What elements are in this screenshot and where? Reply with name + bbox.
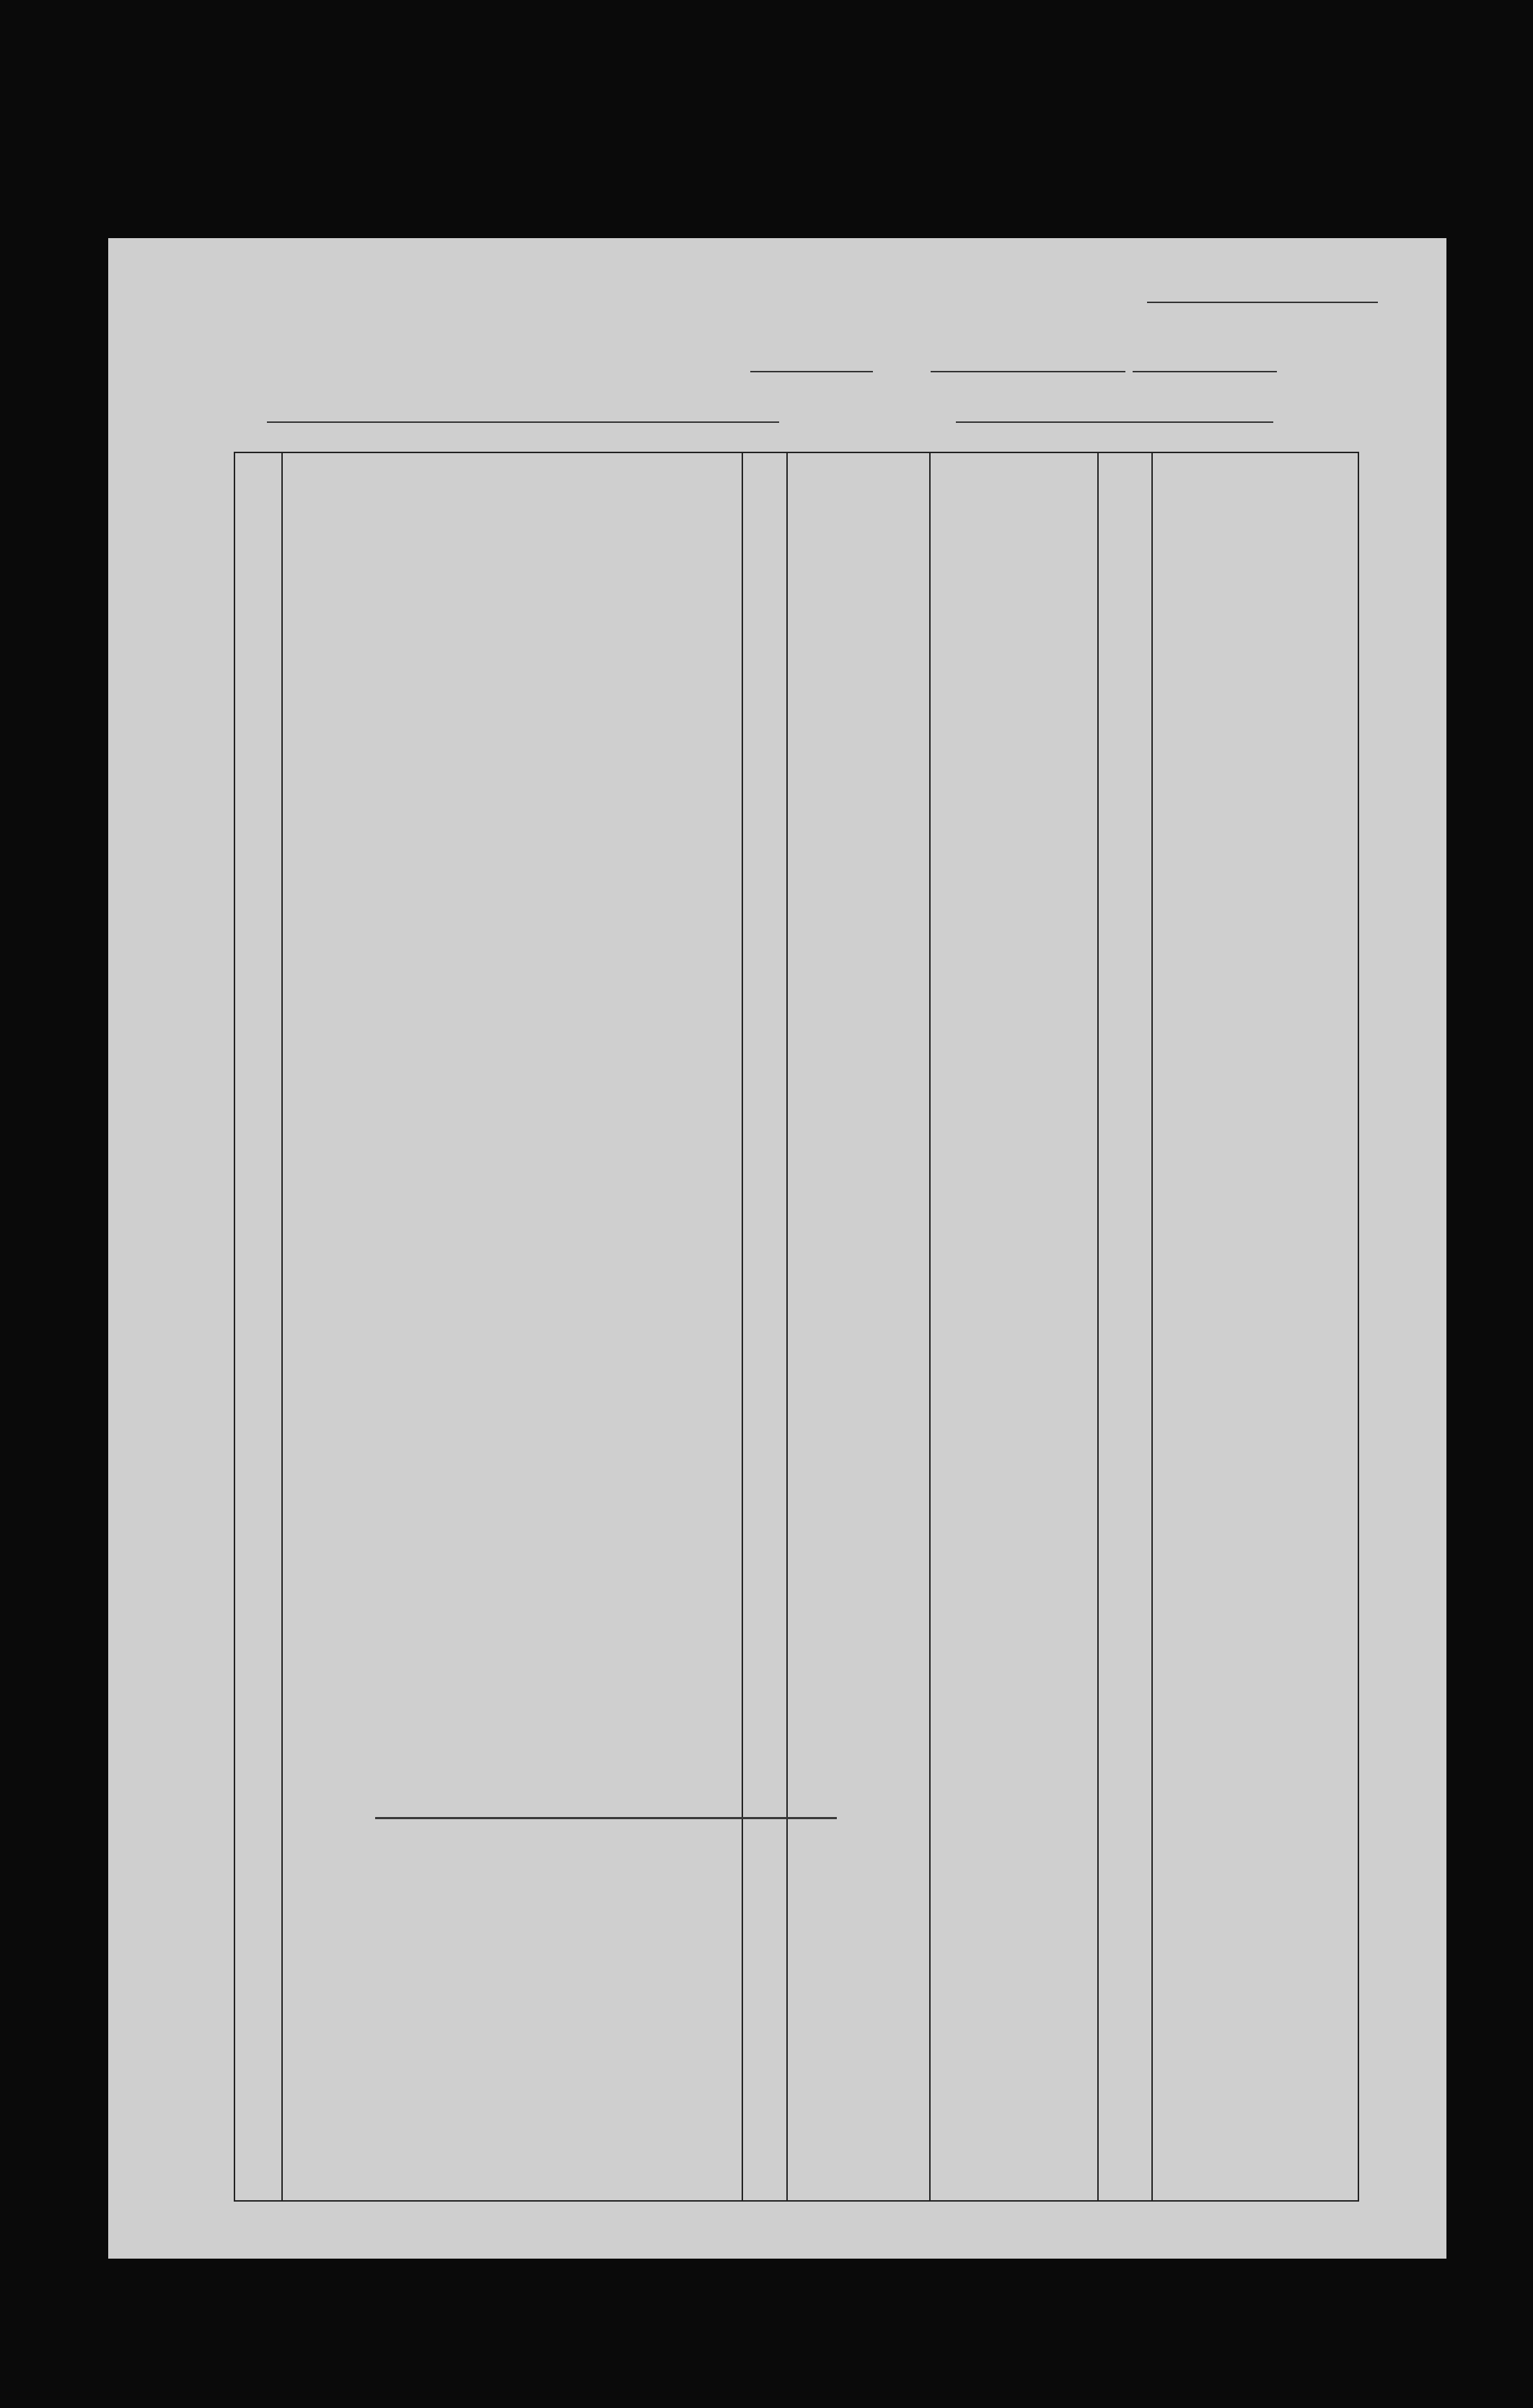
- manifest-sheet: [108, 238, 1446, 2259]
- col-divider: [929, 453, 931, 2200]
- col-divider: [1151, 453, 1153, 2200]
- hdr-sex: [697, 453, 740, 522]
- class-line: [750, 371, 873, 372]
- date1-line: [1133, 371, 1277, 372]
- col-divider: [1097, 453, 1099, 2200]
- hdr-doc: [791, 453, 925, 522]
- port-line: [956, 421, 1273, 423]
- vessel-line: [267, 421, 779, 423]
- hdr-name: [287, 453, 504, 522]
- col-divider: [281, 453, 283, 2200]
- col-divider: [742, 453, 743, 2200]
- col-divider: [786, 453, 788, 2200]
- hdr-officers: [1154, 453, 1356, 522]
- manifest-no-line: [1147, 302, 1378, 303]
- passenger-table: [234, 452, 1359, 2202]
- hdr-age: [648, 453, 694, 522]
- hdr-tax: [1099, 453, 1150, 522]
- hdr-married: [743, 453, 785, 522]
- strike-farriss: [375, 1817, 837, 1819]
- hdr-line: [235, 453, 281, 522]
- hdr-baggage: [932, 453, 1095, 522]
- from-line: [931, 371, 1125, 372]
